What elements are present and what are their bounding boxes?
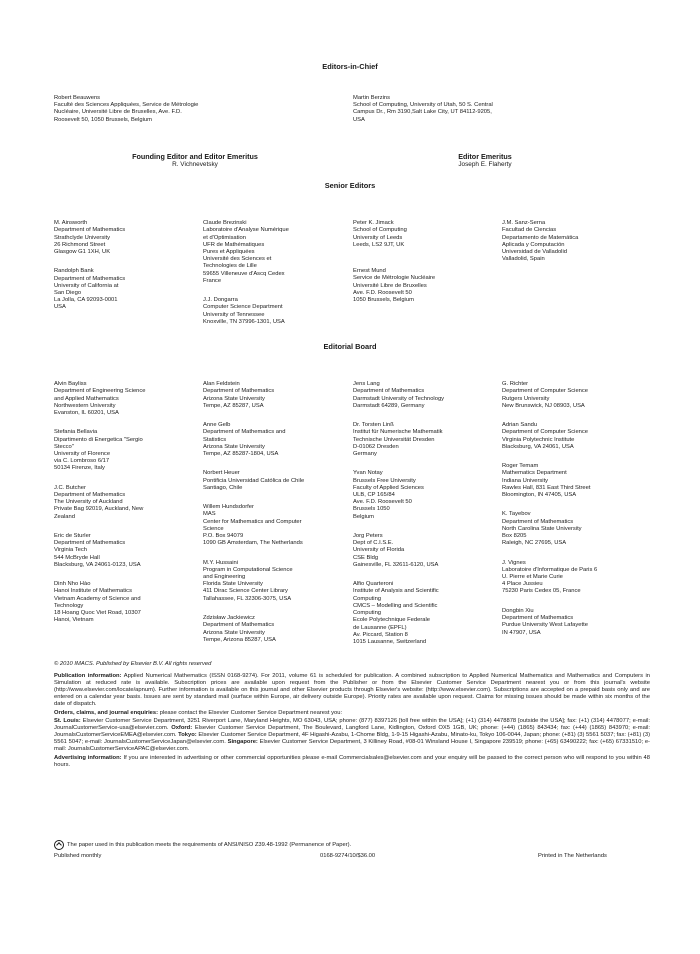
senior-editor: Peter K. Jimack School of Computing University of Leeds Leeds, LS2 9JT, UK: [353, 220, 407, 248]
board-member: M.Y. Hussaini Program in Computational Science and Engineering Florida State University 411 Dirac Science Center Library Tallahassee, FL 32306-3075, USA: [203, 559, 293, 602]
board-member: Stefania Bellavia Dipartimento di Energetica "Sergio Stecco" University of Florence via C. Lombroso 6/17 50134 Firenze, Italy: [54, 429, 143, 472]
board-member: Jorg Peters Dept of C.I.S.E. University of Florida CSE Bldg Gainesville, FL 32611-6120, USA: [353, 533, 439, 568]
editorial-board-col-1: [54, 374, 199, 632]
board-member: Alvin Bayliss Department of Engineering Science and Applied Mathematics Northwestern University Evanston, IL 60201, USA: [54, 381, 146, 417]
board-member: Dinh Nho Hào Hanoi Institute of Mathematics Vietnam Academy of Science and Technology 18 Hoang Quoc Viet Road, 10307 Hanoi, Vietnam: [54, 581, 141, 624]
copyright-notice: © 2010 IMACS. Published by Elsevier B.V. All rights reserved: [54, 661, 212, 667]
orders-info: [54, 710, 650, 753]
senior-editors-col-3: [353, 213, 493, 311]
senior-editors-col-2: [203, 213, 348, 333]
editor-emeritus-name: Joseph E. Flaherty: [458, 161, 512, 168]
tokyo-text: Elsevier Customer Service Department, 4F Higashi-Azabu, 1-Chome Bldg, 1-9-15 Higashi-Azabu, Minato-ku, Tokyo 106-0044, Japan; phone: (+81) (3) 5561 5037; fax: (+81) (3) 5561 5047; e-mail: JournalsCustomerServiceJapan@elsevier.com.: [54, 731, 650, 745]
board-member: Adrian Sandu Department of Computer Science Virginia Polytechnic Institute Blacksburg, VA 24061, USA: [502, 422, 589, 450]
founding-editor: [70, 153, 320, 169]
editor-emeritus-title: Editor Emeritus: [458, 152, 512, 161]
stlouis-text: Elsevier Customer Service Department, 3251 Riverport Lane, Maryland Heights, MO 63043, USA; phone: (877) 8397126 [toll free within the USA]; (+1) (314) 4478878 [outside the USA]; fax: (+1) (314) 4478077; e-mail: JournalCustomerService-usa@elsevier.com.: [54, 717, 650, 731]
board-member: Alan Feldstein Department of Mathematics Arizona State University Tempe, AZ 85287, USA: [203, 381, 275, 409]
footer-issn: 0168-9274/10/$36.00: [320, 853, 376, 859]
senior-editors-heading: Senior Editors: [324, 181, 376, 190]
editor-in-chief-beauwens: Robert Beauwens Faculté des Sciences Appliquées, Service de Métrologie Nucléaire, Université Libre de Bruxelles, Ave. F.D. Roosevelt 50, 1050 Brussels, Belgium: [54, 95, 199, 123]
board-member: Willem Hundsdorfer MAS Center for Mathematics and Computer Science P.O. Box 94079 1090 GB Amsterdam, The Netherlands: [203, 504, 303, 547]
publication-info: [54, 673, 650, 708]
recycle-icon: [54, 840, 64, 850]
board-member: Dongbin Xiu Department of Mathematics Purdue University West Lafayette IN 47907, USA: [502, 607, 588, 636]
senior-editors-col-1: [54, 213, 194, 319]
paper-permanence-note: [54, 840, 351, 850]
footer-published: Published monthly: [54, 853, 102, 859]
tokyo-label: Tokyo:: [178, 731, 197, 738]
editor-emeritus: [400, 153, 570, 169]
senior-editor: Claude Brezinski Laboratoire d'Analyse Numérique et d'Optimisation UFR de Mathématiques Pures et Appliquées Université des Sciences et Technologies de Lille 59655 Villeneuve d'Ascq Cedex France: [203, 220, 289, 284]
board-member: Eric de Sturler Department of Mathematics Virginia Tech 544 McBryde Hall Blacksburg, VA 24061-0123, USA: [54, 533, 141, 568]
senior-editor: Ernest Mund Service de Métrologie Nucléaire Université Libre de Bruxelles Ave. F.D. Roosevelt 50 1050 Brussels, Belgium: [353, 268, 436, 304]
editors-in-chief-heading: Editors-in-Chief: [322, 62, 378, 71]
board-member: Alfio Quarteroni Institute of Analysis and Scientific Computing CMCS – Modelling and Scientific Computing Ecole Polytechnique Federale de Lausanne (EPFL) Av. Piccard, Station 8 1015 Lausanne, Switzerland: [353, 581, 439, 645]
board-member: J. Vignes Laboratoire d'Informatique de Paris 6 U. Pierre et Marie Curie 4 Place Jussieu 75230 Paris Cedex 05, France: [502, 559, 598, 595]
founding-editor-name: R. Vichnevetsky: [172, 161, 218, 168]
oxford-label: Oxford:: [171, 724, 193, 731]
publication-info-label: Publication information:: [54, 673, 122, 679]
footer-printed: Printed in The Netherlands: [538, 853, 607, 859]
board-member: Yvan Notay Brussels Free University Faculty of Applied Sciences ULB, CP 165/84 Ave. F.D. Roosevelt 50 Brussels 1050 Belgium: [353, 470, 424, 520]
board-member: Dr. Torsten Linß Institut für Numerische Mathematik Technische Universität Dresden D-01062 Dresden Germany: [353, 422, 443, 458]
editorial-board-col-3: [353, 374, 498, 653]
board-member: Norbert Heuer Pontificia Universidad Católica de Chile Santiago, Chile: [203, 470, 305, 491]
orders-label: Orders, claims, and journal enquiries:: [54, 710, 159, 717]
singapore-text: Elsevier Customer Service Department, 3 Killiney Road, #08-01 Winsland House I, Singapore 239519; phone: (+65) 63490222; fax: (+65) 67331510; e-mail: JournalsCustomerServiceAPAC@elsevier.com.: [54, 738, 650, 752]
advertising-label: Advertising information:: [54, 755, 122, 762]
advertising-text: If you are interested in advertising or other commercial opportunities please e-mail Commercialsales@elsevier.com and your enquiry will be passed to the correct person who will respond to you within 48 hours.: [54, 755, 650, 769]
board-member: Roger Temam Mathematics Department Indiana University Rawles Hall, 831 East Third Street Bloomington, IN 47405, USA: [502, 463, 591, 499]
publication-info-text: Applied Numerical Mathematics (ISSN 0168-9274). For 2011, volume 61 is scheduled for publication. A combined subscription to Applied Numerical Mathematics and Mathematics and Computers in Simulation at reduced rate is available. Subscription prices are available upon request from the Publisher or from the Elsevier Customer Service Department nearest you or from this journal's website (http://www.elsevier.com/locate/apnum). Further information is available on this journal and other Elsevier products through Elsevier's website: (http://www.elsevier.com). Subscriptions are accepted on a prepaid basis only and are entered on a calendar year basis. Issues are sent by standard mail (surface within Europe, air delivery outside Europe). Priority rates are available upon request. Claims for missing issues should be made within six months of the date of dispatch.: [54, 673, 650, 708]
board-member: Zdzisław Jackiewicz Department of Mathematics Arizona State University Tempe, Arizona 85287, USA: [203, 615, 276, 643]
oxford-text: Elsevier Customer Service Department, The Boulevard, Langford Lane, Kidlington, Oxford OX5 1GB, UK; phone: (+44) (1865) 843434; fax: (+44) (1865) 843970; e-mail: JournalsCustomerServiceEMEA@elsevier.com.: [54, 724, 650, 738]
editor-in-chief-berzins: Martin Berzins School of Computing, University of Utah, 50 S. Central Campus Dr., Rm 3190,Salt Lake City, UT 84112-9205, USA: [353, 95, 493, 123]
publication-info-block: [54, 673, 650, 771]
senior-editor: J.J. Dongarra Computer Science Department University of Tennessee Knoxville, TN 37996-1301, USA: [203, 297, 285, 325]
senior-editors-col-4: [502, 213, 652, 271]
board-member: G. Richter Department of Computer Science Rutgers University New Brunswick, NJ 08903, USA: [502, 381, 589, 409]
senior-editor: Randolph Bank Department of Mathematics University of California at San Diego La Jolla, CA 92093-0001 USA: [54, 268, 126, 311]
senior-editor: J.M. Sanz-Serna Facultad de Ciencias Departamento de Matemática Aplicada y Computación Universidad de Valladolid Valladolid, Spain: [502, 220, 579, 263]
editorial-board-col-2: [203, 374, 351, 651]
advertising-info: [54, 755, 650, 769]
editorial-board-col-4: [502, 374, 652, 644]
editorial-board-heading: Editorial Board: [323, 342, 377, 351]
stlouis-label: St. Louis:: [54, 717, 81, 724]
orders-text: please contact the Elsevier Customer Service Department nearest you:: [159, 710, 343, 717]
senior-editor: M. Ainsworth Department of Mathematics Strathclyde University 26 Richmond Street Glasgow G1 1XH, UK: [54, 220, 126, 256]
board-member: K. Tayebov Department of Mathematics North Carolina State University Box 8205 Raleigh, NC 27695, USA: [502, 511, 582, 547]
paper-note-text: The paper used in this publication meets the requirements of ANSI/NISO Z39.48-1992 (Permanence of Paper).: [67, 842, 352, 848]
board-member: J.C. Butcher Department of Mathematics The University of Auckland Private Bag 92019, Auckland, New Zealand: [54, 484, 144, 520]
founding-editor-title: Founding Editor and Editor Emeritus: [132, 152, 258, 161]
board-member: Jens Lang Department of Mathematics Darmstadt University of Technology Darmstadt 64289, Germany: [353, 381, 445, 409]
singapore-label: Singapore:: [227, 738, 258, 745]
board-member: Anne Gelb Department of Mathematics and Statistics Arizona State University Tempe, AZ 85287-1804, USA: [203, 422, 286, 458]
